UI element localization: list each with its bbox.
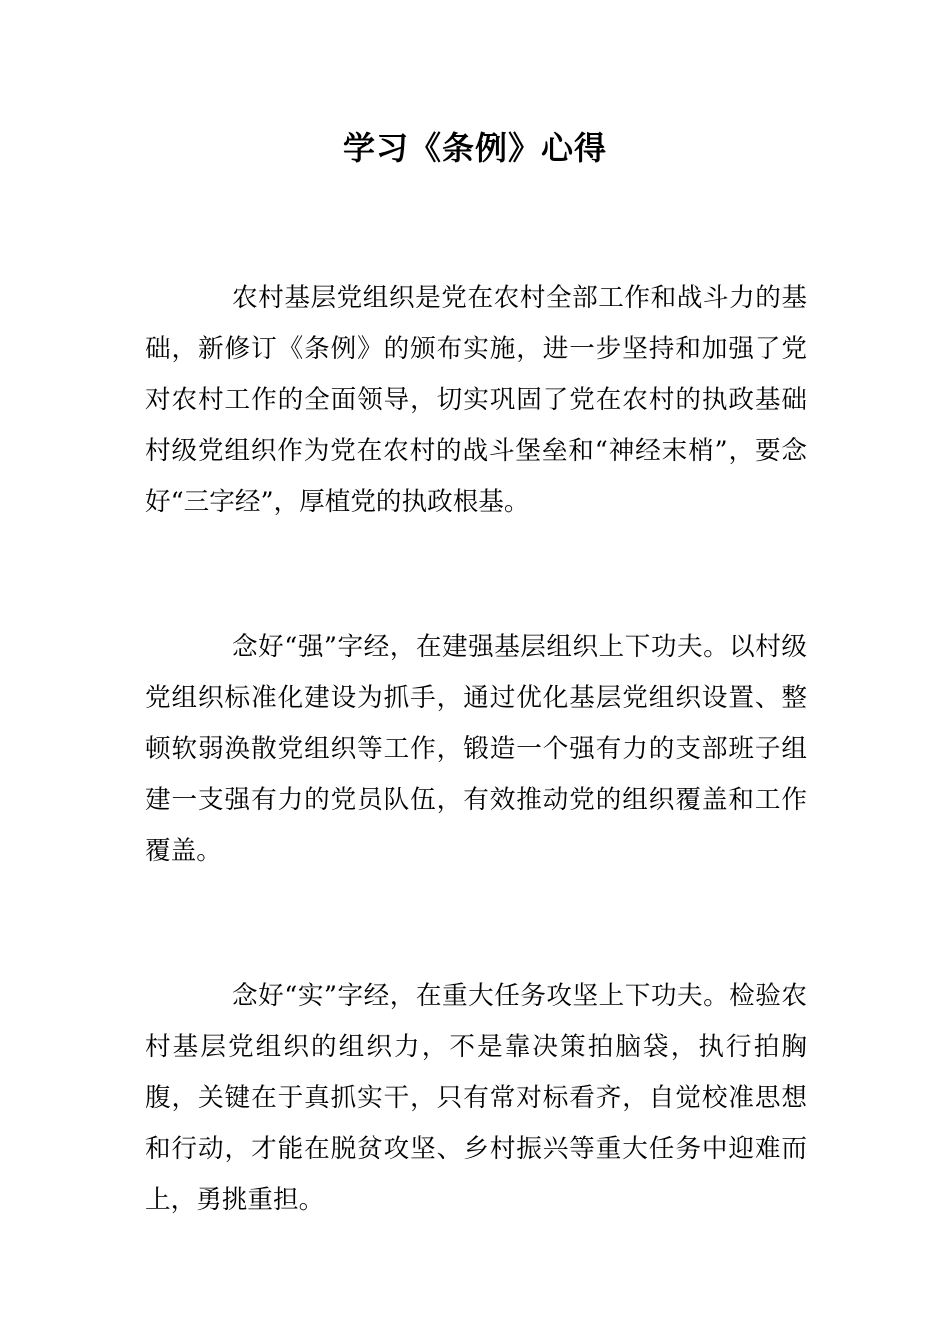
paragraph-qiang: 念好“强”字经，在建强基层组织上下功夫。以村级党组织标准化建设为抓手，通过优化基层党组织设置、整顿软弱涣散党组织等工作，锻造一个强有力的支部班子组建一支强有力的党员队伍，有效推动党的组织覆盖和工作覆盖。 [145, 632, 807, 866]
paragraph-shi: 念好“实”字经，在重大任务攻坚上下功夫。检验农村基层党组织的组织力，不是靠决策拍脑袋，执行拍胸腹，关键在于真抓实干，只有常对标看齐，自觉校准思想和行动，才能在脱贫攻坚、乡村振兴等重大任务中迎难而上，勇挑重担。 [145, 981, 807, 1215]
page-title: 学习《条例》心得 [342, 129, 607, 167]
paragraph-intro: 农村基层党组织是党在农村全部工作和战斗力的基础，新修订《条例》的颁布实施，进一步坚持和加强了党对农村工作的全面领导，切实巩固了党在农村的执政基础村级党组织作为党在农村的战斗堡垒和“神经末梢”，要念好“三字经”，厚植党的执政根基。 [145, 283, 807, 517]
